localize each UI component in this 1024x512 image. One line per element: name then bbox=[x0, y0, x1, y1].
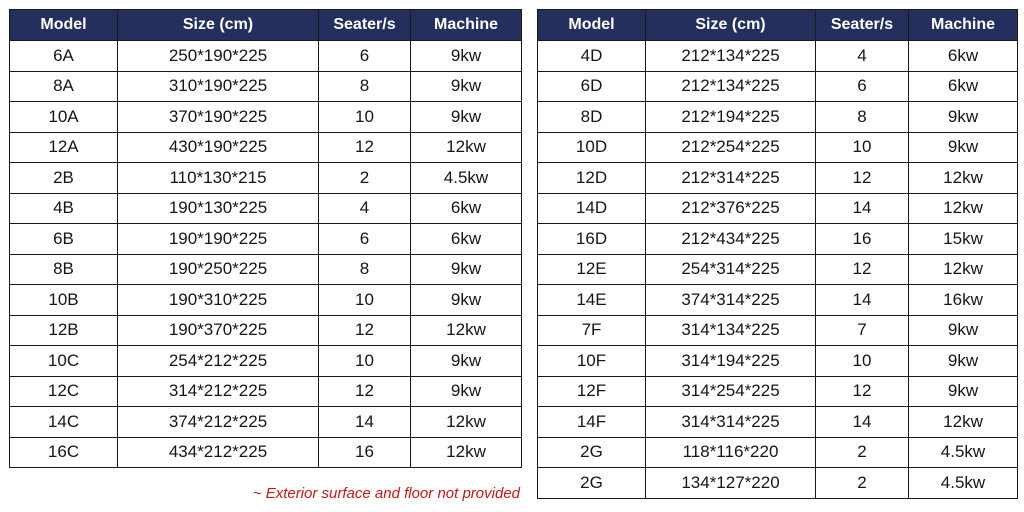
seaters-cell: 12 bbox=[816, 376, 909, 407]
seaters-cell: 4 bbox=[319, 193, 411, 224]
machine-cell: 12kw bbox=[909, 193, 1018, 224]
model-cell: 12F bbox=[538, 376, 646, 407]
model-cell: 10B bbox=[10, 285, 118, 316]
seaters-cell: 8 bbox=[816, 102, 909, 133]
size-cell: 314*212*225 bbox=[118, 376, 319, 407]
table-row bbox=[538, 41, 1018, 72]
table-row bbox=[538, 193, 1018, 224]
seaters-cell: 6 bbox=[319, 224, 411, 255]
machine-cell: 9kw bbox=[411, 346, 522, 377]
table-row bbox=[538, 254, 1018, 285]
model-cell: 6A bbox=[10, 41, 118, 72]
model-cell: 6D bbox=[538, 71, 646, 102]
size-cell: 118*116*220 bbox=[646, 437, 816, 468]
table-row bbox=[538, 71, 1018, 102]
model-cell: 12D bbox=[538, 163, 646, 194]
size-cell: 190*130*225 bbox=[118, 193, 319, 224]
size-cell: 190*370*225 bbox=[118, 315, 319, 346]
table-row bbox=[10, 41, 522, 72]
model-cell: 2B bbox=[10, 163, 118, 194]
model-cell: 16D bbox=[538, 224, 646, 255]
model-cell: 8B bbox=[10, 254, 118, 285]
seaters-cell: 16 bbox=[319, 437, 411, 468]
table-row bbox=[538, 407, 1018, 438]
machine-cell: 12kw bbox=[411, 407, 522, 438]
size-cell: 212*314*225 bbox=[646, 163, 816, 194]
size-cell: 430*190*225 bbox=[118, 132, 319, 163]
model-cell: 14C bbox=[10, 407, 118, 438]
header-seaters: Seater/s bbox=[319, 10, 411, 41]
size-cell: 212*434*225 bbox=[646, 224, 816, 255]
size-cell: 250*190*225 bbox=[118, 41, 319, 72]
seaters-cell: 8 bbox=[319, 71, 411, 102]
footnote: ~ Exterior surface and floor not provided bbox=[252, 485, 520, 502]
size-cell: 374*314*225 bbox=[646, 285, 816, 316]
seaters-cell: 14 bbox=[816, 407, 909, 438]
machine-cell: 9kw bbox=[411, 102, 522, 133]
size-cell: 434*212*225 bbox=[118, 437, 319, 468]
seaters-cell: 10 bbox=[319, 346, 411, 377]
seaters-cell: 10 bbox=[319, 285, 411, 316]
size-cell: 314*134*225 bbox=[646, 315, 816, 346]
model-cell: 14F bbox=[538, 407, 646, 438]
model-cell: 16C bbox=[10, 437, 118, 468]
model-cell: 6B bbox=[10, 224, 118, 255]
seaters-cell: 14 bbox=[319, 407, 411, 438]
table-row bbox=[538, 468, 1018, 499]
machine-cell: 6kw bbox=[411, 193, 522, 224]
header-size: Size (cm) bbox=[118, 10, 319, 41]
model-cell: 12E bbox=[538, 254, 646, 285]
model-cell: 4B bbox=[10, 193, 118, 224]
machine-cell: 9kw bbox=[411, 41, 522, 72]
model-cell: 8D bbox=[538, 102, 646, 133]
seaters-cell: 14 bbox=[816, 193, 909, 224]
size-cell: 314*194*225 bbox=[646, 346, 816, 377]
machine-cell: 9kw bbox=[411, 285, 522, 316]
machine-cell: 9kw bbox=[909, 376, 1018, 407]
table-row bbox=[10, 102, 522, 133]
size-cell: 212*134*225 bbox=[646, 71, 816, 102]
seaters-cell: 12 bbox=[319, 315, 411, 346]
machine-cell: 9kw bbox=[411, 254, 522, 285]
machine-cell: 15kw bbox=[909, 224, 1018, 255]
machine-cell: 6kw bbox=[411, 224, 522, 255]
seaters-cell: 2 bbox=[816, 468, 909, 499]
machine-cell: 12kw bbox=[411, 315, 522, 346]
header-seaters: Seater/s bbox=[816, 10, 909, 41]
model-cell: 7F bbox=[538, 315, 646, 346]
seaters-cell: 12 bbox=[816, 163, 909, 194]
machine-cell: 9kw bbox=[909, 346, 1018, 377]
table-row bbox=[538, 346, 1018, 377]
model-cell: 10A bbox=[10, 102, 118, 133]
table-row bbox=[10, 254, 522, 285]
table-row bbox=[10, 71, 522, 102]
table-row bbox=[10, 437, 522, 468]
machine-cell: 12kw bbox=[909, 407, 1018, 438]
model-cell: 12B bbox=[10, 315, 118, 346]
size-cell: 212*254*225 bbox=[646, 132, 816, 163]
table-row bbox=[538, 376, 1018, 407]
header-size: Size (cm) bbox=[646, 10, 816, 41]
size-cell: 254*314*225 bbox=[646, 254, 816, 285]
table-row bbox=[10, 224, 522, 255]
seaters-cell: 8 bbox=[319, 254, 411, 285]
seaters-cell: 7 bbox=[816, 315, 909, 346]
machine-cell: 4.5kw bbox=[411, 163, 522, 194]
size-cell: 134*127*220 bbox=[646, 468, 816, 499]
seaters-cell: 2 bbox=[319, 163, 411, 194]
machine-cell: 12kw bbox=[909, 254, 1018, 285]
seaters-cell: 12 bbox=[319, 132, 411, 163]
model-cell: 14E bbox=[538, 285, 646, 316]
table-row bbox=[538, 315, 1018, 346]
seaters-cell: 4 bbox=[816, 41, 909, 72]
machine-cell: 6kw bbox=[909, 71, 1018, 102]
machine-cell: 9kw bbox=[909, 315, 1018, 346]
table-row bbox=[10, 163, 522, 194]
machine-cell: 4.5kw bbox=[909, 437, 1018, 468]
table-row bbox=[10, 132, 522, 163]
seaters-cell: 10 bbox=[319, 102, 411, 133]
model-cell: 10D bbox=[538, 132, 646, 163]
machine-cell: 9kw bbox=[411, 71, 522, 102]
size-cell: 314*254*225 bbox=[646, 376, 816, 407]
machine-cell: 12kw bbox=[909, 163, 1018, 194]
machine-cell: 9kw bbox=[909, 102, 1018, 133]
table-row bbox=[538, 224, 1018, 255]
seaters-cell: 2 bbox=[816, 437, 909, 468]
table-row bbox=[538, 437, 1018, 468]
seaters-cell: 10 bbox=[816, 346, 909, 377]
size-cell: 254*212*225 bbox=[118, 346, 319, 377]
size-cell: 374*212*225 bbox=[118, 407, 319, 438]
model-cell: 12C bbox=[10, 376, 118, 407]
size-cell: 310*190*225 bbox=[118, 71, 319, 102]
header-machine: Machine bbox=[909, 10, 1018, 41]
machine-cell: 6kw bbox=[909, 41, 1018, 72]
size-cell: 110*130*215 bbox=[118, 163, 319, 194]
size-cell: 190*250*225 bbox=[118, 254, 319, 285]
table-header-row bbox=[10, 10, 522, 41]
model-cell: 4D bbox=[538, 41, 646, 72]
machine-cell: 4.5kw bbox=[909, 468, 1018, 499]
size-cell: 190*190*225 bbox=[118, 224, 319, 255]
table-row bbox=[538, 132, 1018, 163]
table-row bbox=[538, 102, 1018, 133]
table-row bbox=[10, 285, 522, 316]
model-cell: 8A bbox=[10, 71, 118, 102]
size-cell: 212*194*225 bbox=[646, 102, 816, 133]
table-row bbox=[10, 376, 522, 407]
machine-cell: 12kw bbox=[411, 132, 522, 163]
header-model: Model bbox=[538, 10, 646, 41]
machine-cell: 9kw bbox=[909, 132, 1018, 163]
seaters-cell: 12 bbox=[816, 254, 909, 285]
size-cell: 190*310*225 bbox=[118, 285, 319, 316]
machine-cell: 9kw bbox=[411, 376, 522, 407]
table-row bbox=[10, 193, 522, 224]
header-machine: Machine bbox=[411, 10, 522, 41]
header-model: Model bbox=[10, 10, 118, 41]
model-cell: 2G bbox=[538, 468, 646, 499]
table-row bbox=[10, 315, 522, 346]
machine-cell: 12kw bbox=[411, 437, 522, 468]
table-row bbox=[10, 407, 522, 438]
seaters-cell: 14 bbox=[816, 285, 909, 316]
table-row bbox=[538, 163, 1018, 194]
size-cell: 314*314*225 bbox=[646, 407, 816, 438]
model-cell: 10F bbox=[538, 346, 646, 377]
model-cell: 2G bbox=[538, 437, 646, 468]
seaters-cell: 10 bbox=[816, 132, 909, 163]
model-cell: 12A bbox=[10, 132, 118, 163]
spec-table-right bbox=[537, 9, 1018, 499]
table-row bbox=[10, 346, 522, 377]
table-header-row bbox=[538, 10, 1018, 41]
seaters-cell: 12 bbox=[319, 376, 411, 407]
seaters-cell: 16 bbox=[816, 224, 909, 255]
machine-cell: 16kw bbox=[909, 285, 1018, 316]
size-cell: 212*376*225 bbox=[646, 193, 816, 224]
table-row bbox=[538, 285, 1018, 316]
size-cell: 370*190*225 bbox=[118, 102, 319, 133]
seaters-cell: 6 bbox=[816, 71, 909, 102]
seaters-cell: 6 bbox=[319, 41, 411, 72]
size-cell: 212*134*225 bbox=[646, 41, 816, 72]
model-cell: 10C bbox=[10, 346, 118, 377]
model-cell: 14D bbox=[538, 193, 646, 224]
spec-table-left bbox=[9, 9, 522, 468]
